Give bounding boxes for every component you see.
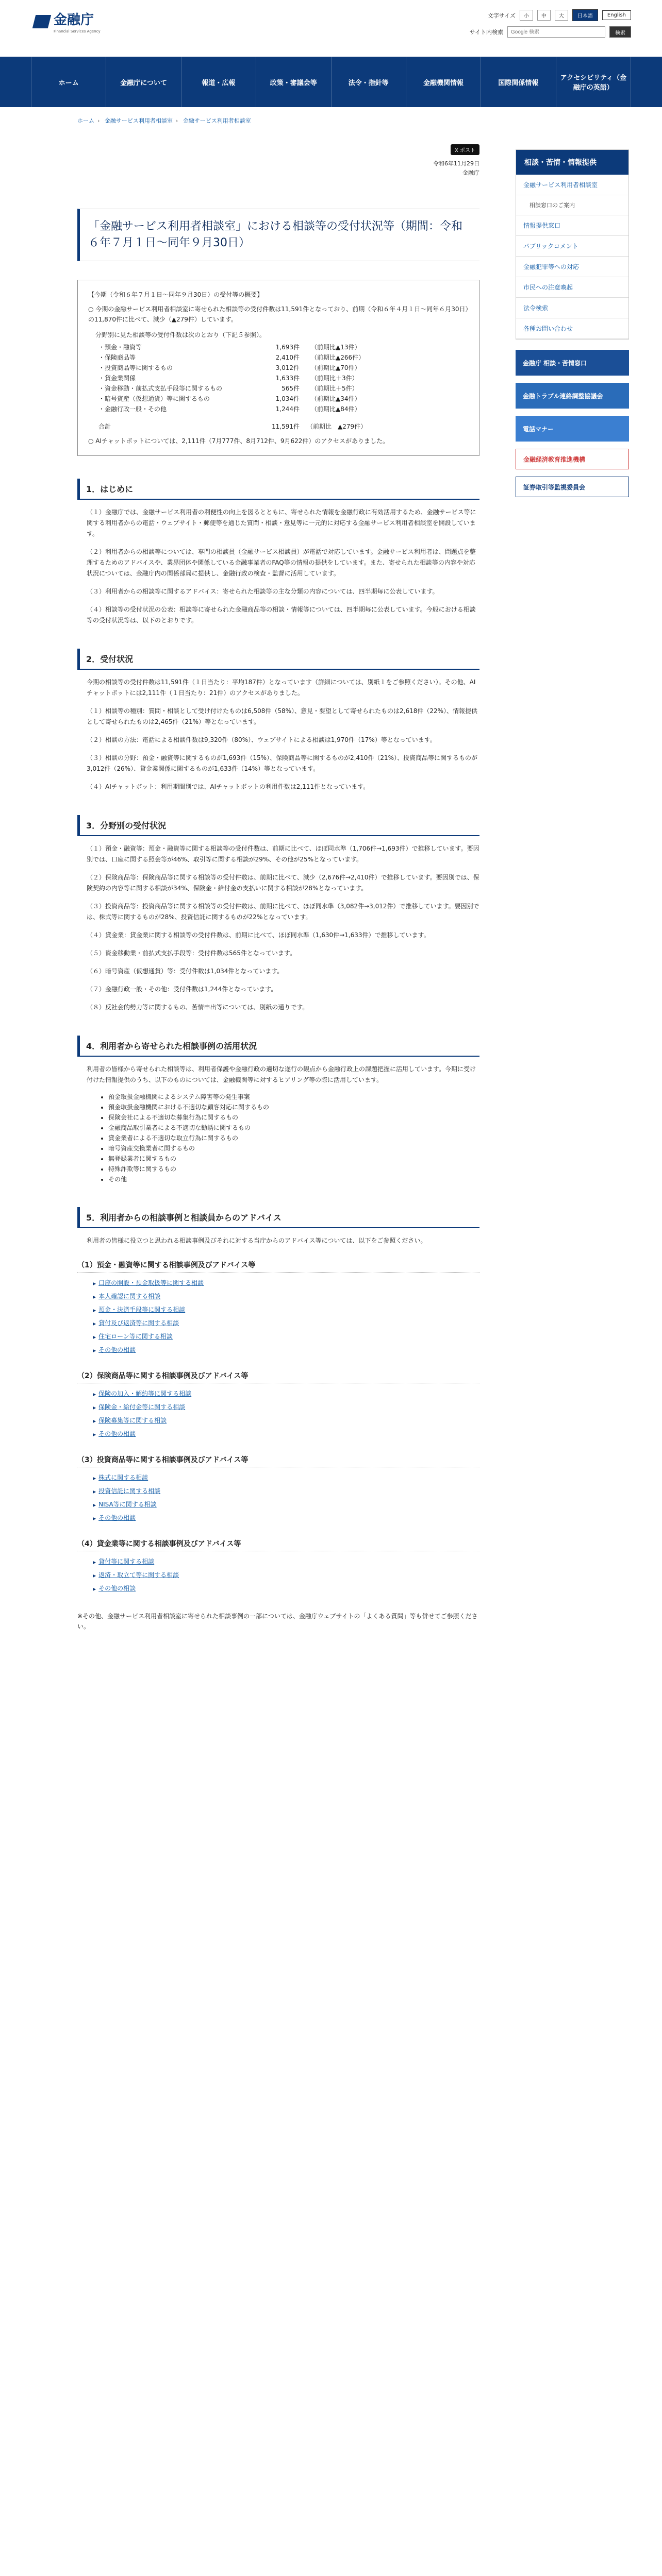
sidebar-banner[interactable]: 金融トラブル連絡調整協議会	[516, 383, 629, 409]
list-item: • その他	[108, 1174, 479, 1184]
breadcrumb-link[interactable]: 金融サービス利用者相談室	[104, 117, 173, 124]
list-item: • 暗号資産交換業者に関するもの	[108, 1143, 479, 1154]
section-paragraph: （８）反社会的勢力等に関するもの、苦情申出等については、別紙の通りです。	[87, 1004, 309, 1011]
date-box	[77, 159, 479, 178]
sidebar-item[interactable]: パブリックコメント	[516, 236, 628, 257]
summary-row-value: 3,012件	[275, 364, 300, 371]
summary-row	[88, 404, 469, 414]
summary-row-diff: ▲34件）	[336, 395, 361, 402]
breadcrumb-link[interactable]: ホーム	[77, 117, 94, 124]
advice-link[interactable]: ▶ 住宅ローン等に関する相談	[93, 1330, 479, 1344]
advice-link[interactable]: ▶ 保険の加入・解約等に関する相談	[93, 1387, 479, 1401]
advice-link[interactable]: ▶ NISA等に関する相談	[93, 1498, 479, 1512]
list-item: • 預金取扱金融機関によるシステム障害等の発生事案	[108, 1092, 479, 1102]
summary-box	[77, 280, 479, 456]
summary-row-label: ・資金移動・前払式支払手段等に関するもの	[98, 385, 223, 392]
search-button[interactable]: 検索	[609, 26, 631, 38]
section-paragraph: （１）金融庁では、金融サービス利用者の利便性の向上を図るとともに、寄せられた情報を金融行政に有効活用するため、金融サービス等に関する利用者からの電話・ウェブサイト・郵便等を通じた質問・相談・意見等に一元的に対応する金融サービス利用者相談室を開設しています。	[87, 509, 476, 537]
logo-mark-icon	[32, 15, 51, 28]
advice-link[interactable]: ▶ 保険金・給付金等に関する相談	[93, 1401, 479, 1414]
advice-group-heading: （4）貸金業等に関する相談事例及びアドバイス等	[77, 1538, 479, 1551]
section-heading: 1．はじめに	[77, 479, 479, 500]
office-name: 金融庁	[462, 170, 479, 176]
section-heading: 2．受付状況	[77, 649, 479, 670]
footer-note: ※その他、金融サービス利用者相談室に寄せられた相談事例の一部については、金融庁ウェブサイトの「よくある質問」等も併せてご参照ください。	[77, 1613, 478, 1630]
sidebar-banner[interactable]: 電話マナー	[516, 416, 629, 442]
total-value: 11,591件	[272, 423, 300, 430]
sidebar-item[interactable]: 各種お問い合わせ	[516, 318, 628, 339]
advice-link[interactable]: ▶ 投資信託に関する相談	[93, 1485, 479, 1498]
breadcrumb-current: 金融サービス利用者相談室	[183, 117, 251, 124]
section-paragraph: 今期の相談等の受付件数は11,591件（１日当たり：平均187件）となっています（詳細については、別紙１をご参照ください）。その他、AIチャットボットには2,111件（１日当たり：21件）のアクセスがありました。	[87, 679, 476, 697]
section-paragraph: （３）利用者からの相談等に関するアドバイス：寄せられた相談等の主な分類の内容については、四半期毎に公表しています。	[87, 588, 439, 595]
total-diff: （前期比 ▲279件）	[307, 423, 367, 430]
font-size-label: 文字サイズ	[487, 12, 516, 19]
advice-group-heading: （2）保険商品等に関する相談事例及びアドバイス等	[77, 1370, 479, 1383]
summary-row-compare: （前期比	[310, 405, 336, 413]
section-paragraph: （１）相談等の種別：質問・相談として受け付けたものは6,508件（58%）、意見・要望として寄せられたものは2,618件（22%）、情報提供として寄せられたものは2,465件（21%）等となっています。	[87, 707, 478, 725]
summary-row-diff: ＋5件）	[336, 385, 358, 392]
summary-row	[88, 363, 469, 373]
nav-item[interactable]: 報道・広報	[181, 57, 256, 107]
advice-link-list	[93, 1471, 479, 1525]
header	[0, 0, 662, 57]
font-mid-button[interactable]: 中	[537, 10, 551, 21]
summary-chatbot: ○ AIチャットボットについては、2,111件（7月777件、8月712件、9月622件）のアクセスがありました。	[88, 437, 389, 445]
site-logo[interactable]	[34, 9, 101, 33]
list-item: • 預金取扱金融機関における不適切な顧客対応に関するもの	[108, 1102, 479, 1112]
sidebar-item[interactable]: 金融犯罪等への対応	[516, 257, 628, 277]
summary-row	[88, 342, 469, 352]
nav-item[interactable]: ホーム	[31, 57, 106, 107]
summary-row-label: ・金融行政一般・その他	[98, 405, 167, 413]
sidebar-heading: 相談・苦情・情報提供	[516, 150, 628, 175]
sidebar-banner[interactable]: 金融経済教育推進機構	[516, 449, 629, 469]
summary-row-diff: ▲13件）	[336, 344, 361, 351]
summary-row-value: 1,693件	[275, 344, 300, 351]
summary-bullet: ○ 今期の金融サービス利用者相談室に寄せられた相談等の受付件数は11,591件となっており、前期（令和６年４月１日〜同年６月30日）の11,870件に比べて、減少（▲279件）しています。	[88, 306, 469, 323]
sidebar-item[interactable]: 法令検索	[516, 298, 628, 318]
section-paragraph: （５）資金移動業・前払式支払手段等：受付件数は565件となっています。	[87, 950, 296, 957]
header-tools	[470, 9, 631, 38]
list-item: • 保険会社による不適切な募集行為に関するもの	[108, 1112, 479, 1123]
summary-row-value: 1,633件	[275, 375, 300, 382]
font-large-button[interactable]: 大	[555, 10, 568, 21]
summary-row-value: 1,244件	[275, 405, 300, 413]
usage-list	[108, 1092, 479, 1184]
sidebar-banner[interactable]: 金融庁 相談・苦情窓口	[516, 350, 629, 376]
sidebar-item[interactable]: 情報提供窓口	[516, 215, 628, 236]
advice-link[interactable]: ▶ 貸付等に関する相談	[93, 1555, 479, 1569]
summary-row-diff: ▲266件）	[336, 354, 365, 361]
section-paragraph: 利用者の皆様から寄せられた相談等は、利用者保護や金融行政の適切な遂行の観点から金融行政上の課題把握に活用しています。今期に受け付けた情報提供のうち、以下のものについては、金融機関等に対するヒアリング等の際に活用しています。	[87, 1065, 476, 1083]
main-content	[77, 134, 479, 1632]
search-input[interactable]	[507, 26, 605, 38]
total-label: 合計	[98, 423, 111, 430]
list-item: • 無登録業者に関するもの	[108, 1154, 479, 1164]
advice-link[interactable]: ▶ その他の相談	[93, 1428, 479, 1441]
nav-item[interactable]: 国際関係情報	[481, 57, 555, 107]
section-heading: 5．利用者からの相談事例と相談員からのアドバイス	[77, 1207, 479, 1228]
nav-item[interactable]: アクセシビリティ（金融庁の英語）	[556, 57, 631, 107]
summary-row	[88, 373, 469, 383]
advice-link[interactable]: ▶ 預金・決済手段等に関する相談	[93, 1303, 479, 1317]
section-paragraph: （４）相談等の受付状況の公表：相談等に寄せられた金融商品等の相談・情報等については、四半期毎に公表しています。今般における相談等の受付状況等は、以下のとおりです。	[87, 606, 476, 624]
lang-japanese-button[interactable]: 日本語	[572, 9, 598, 21]
list-item: • 特殊詐欺等に関するもの	[108, 1164, 479, 1174]
font-small-button[interactable]: 小	[520, 10, 533, 21]
section-heading: 4．利用者から寄せられた相談事例の活用状況	[77, 1036, 479, 1057]
section-paragraph: （２）相談の方法：電話による相談件数は9,320件（80%）、ウェブサイトによる相談は1,970件（17%）等となっています。	[87, 736, 436, 743]
advice-link-list	[93, 1277, 479, 1357]
section-paragraph: （４）AIチャットボット：利用期間別では、AIチャットボットの利用件数は2,111件となっています。	[87, 783, 370, 790]
summary-row-diff: ▲84件）	[336, 405, 361, 413]
nav-item[interactable]: 政策・審議会等	[256, 57, 330, 107]
summary-lead: 【今期（令和６年７月１日〜同年９月30日）の受付等の概要】	[88, 291, 263, 298]
summary-row-compare: （前期比	[310, 344, 336, 351]
summary-row	[88, 383, 469, 394]
summary-row-label: ・暗号資産（仮想通貨）等に関するもの	[98, 395, 210, 402]
summary-row-compare: （前期比	[310, 364, 336, 371]
list-item: • 金融商品取引業者による不適切な勧誘に関するもの	[108, 1123, 479, 1133]
summary-row	[88, 394, 469, 404]
summary-row-value: 1,034件	[275, 395, 300, 402]
logo-text: 金融庁	[54, 12, 94, 28]
advice-link[interactable]: ▶ その他の相談	[93, 1344, 479, 1357]
advice-link[interactable]: ▶ 返済・取立て等に関する相談	[93, 1569, 479, 1582]
summary-row-compare: （前期比	[310, 385, 336, 392]
global-nav	[0, 57, 662, 107]
section-paragraph: （１）預金・融資等：預金・融資等に関する相談等の受付件数は、前期に比べて、ほぼ同水準（1,706件→1,693件）で推移しています。要因別では、口座に関する照会等が46%、取引等に関する相談が29%、その他が25%となっています。	[87, 845, 479, 863]
summary-row-value: 565件	[282, 385, 300, 392]
section-paragraph: （３）投資商品等：投資商品等に関する相談等の受付件数は、前期に比べて、ほぼ同水準（3,082件→3,012件）で推移しています。要因別では、株式等に関するものが28%、投資信託に関するものが22%となっています。	[87, 903, 479, 921]
nav-item[interactable]: 金融機関情報	[406, 57, 481, 107]
page-title: 「金融サービス利用者相談室」における相談等の受付状況等（期間：令和６年７月１日〜同年９月30日）	[77, 209, 479, 261]
advice-link[interactable]: ▶ 本人確認に関する相談	[93, 1290, 479, 1303]
sidebar-item[interactable]: 市民への注意喚起	[516, 277, 628, 298]
sidebar-item[interactable]: 相談窓口のご案内	[516, 195, 628, 215]
advice-link[interactable]: ▶ その他の相談	[93, 1582, 479, 1596]
sidebar-banner[interactable]: 証券取引等監視委員会	[516, 477, 629, 497]
advice-link[interactable]: ▶ 貸付及び返済等に関する相談	[93, 1317, 479, 1330]
summary-row-label: ・保険商品等	[98, 354, 136, 361]
summary-row-compare: （前期比	[310, 395, 336, 402]
summary-row-label: ・貸金業関係	[98, 375, 136, 382]
summary-subtitle: 分野別に見た相談等の受付件数は次のとおり（下記５参照）。	[95, 331, 266, 338]
summary-row-label: ・預金・融資等	[98, 344, 142, 351]
summary-row-compare: （前期比	[310, 354, 336, 361]
section-paragraph: （６）暗号資産（仮想通貨）等：受付件数は1,034件となっています。	[87, 968, 284, 975]
section-paragraph: 利用者の皆様に役立つと思われる相談事例及びそれに対する当庁からのアドバイス等については、以下をご参照ください。	[87, 1237, 427, 1244]
section-heading: 3．分野別の受付状況	[77, 815, 479, 836]
section-paragraph: （７）金融行政一般・その他：受付件数は1,244件となっています。	[87, 986, 277, 993]
advice-link[interactable]: ▶ 保険募集等に関する相談	[93, 1414, 479, 1428]
summary-row-diff: ▲70件）	[336, 364, 361, 371]
breadcrumb: ホーム › 金融サービス利用者相談室 › 金融サービス利用者相談室	[77, 117, 251, 124]
advice-link[interactable]: ▶ 株式に関する相談	[93, 1471, 479, 1485]
advice-link-list	[93, 1555, 479, 1596]
section-paragraph: （２）保険商品等：保険商品等に関する相談等の受付件数は、前期に比べて、減少（2,676件→2,410件）で推移しています。要因別では、保険契約の内容等に関する相談が34%、保険金・給付金の支払いに関する相談が28%となっています。	[87, 874, 479, 892]
sidebar	[516, 134, 629, 1632]
sidebar-item[interactable]: 金融サービス利用者相談室	[516, 175, 628, 195]
nav-item[interactable]: 金融庁について	[106, 57, 180, 107]
advice-link-list	[93, 1387, 479, 1441]
nav-item[interactable]: 法令・指針等	[331, 57, 406, 107]
summary-row-label: ・投資商品等に関するもの	[98, 364, 173, 371]
summary-row-diff: ＋3件）	[336, 375, 358, 382]
summary-total	[88, 421, 469, 432]
summary-row-compare: （前期比	[310, 375, 336, 382]
section-paragraph: （２）利用者からの相談等については、専門の相談員（金融サービス相談員）が電話で対応しています。金融サービス利用者は、問題点を整理するためのアドバイスや、業界団体や関係している金融事業者のFAQ等の情報の提供をしています。また、寄せられた相談等の内容や対応状況については、金融庁内の関係部局に提供し、金融行政の検査・監督に活用しています。	[87, 548, 476, 577]
share-x-button[interactable]: X ポスト	[451, 144, 479, 155]
lang-english-button[interactable]: English	[602, 10, 631, 20]
advice-link[interactable]: ▶ 口座の開設・預金取扱等に関する相談	[93, 1277, 479, 1290]
logo-subtitle: Financial Services Agency	[54, 29, 101, 33]
section-paragraph: （３）相談の分野：預金・融資等に関するものが1,693件（15%）、保険商品等に関するものが2,410件（21%）、投資商品等に関するものが3,012件（26%）、貸金業関係に関するものが1,633件（14%）等となっています。	[87, 754, 478, 772]
list-item: • 貸金業者による不適切な取立行為に関するもの	[108, 1133, 479, 1143]
published-date: 令和6年11月29日	[433, 160, 479, 167]
sidebar-menu	[516, 149, 629, 340]
advice-link[interactable]: ▶ その他の相談	[93, 1512, 479, 1525]
summary-row	[88, 352, 469, 363]
advice-group-heading: （1）預金・融資等に関する相談事例及びアドバイス等	[77, 1260, 479, 1273]
section-paragraph: （４）貸金業：貸金業に関する相談等の受付件数は、前期に比べて、ほぼ同水準（1,630件→1,633件）で推移しています。	[87, 931, 430, 939]
advice-group-heading: （3）投資商品等に関する相談事例及びアドバイス等	[77, 1454, 479, 1467]
summary-row-value: 2,410件	[275, 354, 300, 361]
search-label: サイト内検索	[469, 29, 503, 36]
